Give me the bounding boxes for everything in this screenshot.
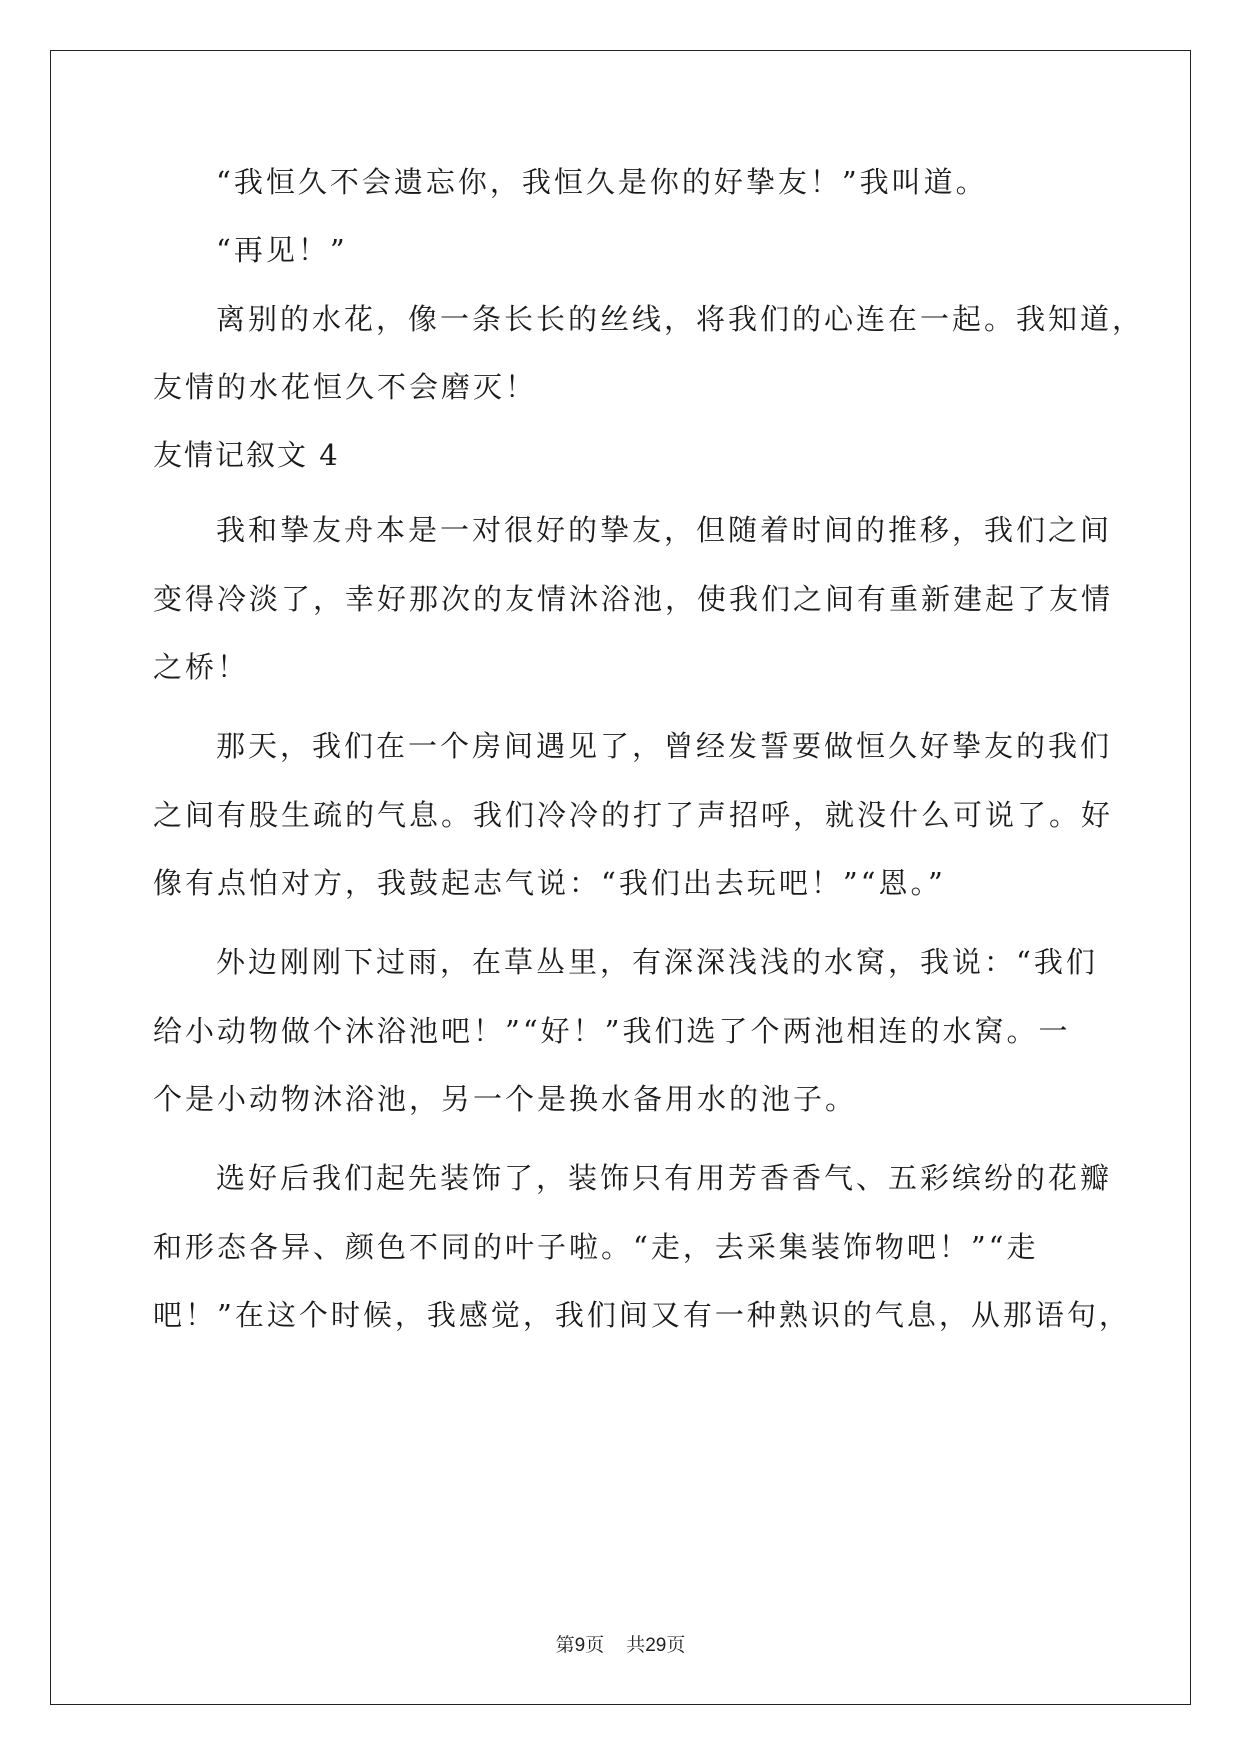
paragraph-line: 和形态各异、颜色不同的叶子啦。“走，去采集装饰物吧！”“走 xyxy=(153,1230,1039,1264)
paragraph-line: “再见！” xyxy=(216,233,348,267)
paragraph-line: 吧！”在这个时候，我感觉，我们间又有一种熟识的气息，从那语句， xyxy=(153,1298,1131,1332)
total-pages-number: 29 xyxy=(645,1635,667,1656)
paragraph-line: 离别的水花，像一条长长的丝线，将我们的心连在一起。我知道， xyxy=(216,302,1145,336)
paragraph-line: 给小动物做个沐浴池吧！”“好！”我们选了个两池相连的水窝。一 xyxy=(153,1014,1071,1048)
paragraph-line: 变得冷淡了，幸好那次的友情沐浴池，使我们之间有重新建起了友情 xyxy=(153,582,1114,616)
page-footer xyxy=(0,1630,1241,1657)
current-page-number: 9 xyxy=(574,1635,586,1656)
paragraph-line: 选好后我们起先装饰了，装饰只有用芳香香气、五彩缤纷的花瓣 xyxy=(216,1161,1113,1195)
paragraph-line: 外边刚刚下过雨，在草丛里，有深深浅浅的水窝，我说：“我们 xyxy=(216,945,1098,979)
paragraph-line: 那天，我们在一个房间遇见了，曾经发誓要做恒久好挚友的我们 xyxy=(216,729,1113,763)
total-pages-suffix: 页 xyxy=(666,1635,686,1656)
section-heading: 友情记叙文 4 xyxy=(153,438,340,472)
paragraph-line: 个是小动物沐浴池，另一个是换水备用水的池子。 xyxy=(153,1082,858,1116)
paragraph-line: 我和挚友舟本是一对很好的挚友，但随着时间的推移，我们之间 xyxy=(216,513,1113,547)
paragraph-line: 像有点怕对方，我鼓起志气说：“我们出去玩吧！”“恩。” xyxy=(153,866,946,900)
page-number-prefix: 第 xyxy=(555,1635,575,1656)
paragraph-line: 之桥！ xyxy=(153,650,250,684)
page-number-suffix: 页 xyxy=(585,1635,605,1656)
total-pages-prefix: 共 xyxy=(626,1635,646,1656)
paragraph-line: “我恒久不会遗忘你，我恒久是你的好挚友！”我叫道。 xyxy=(216,165,988,199)
paragraph-line: 友情的水花恒久不会磨灭！ xyxy=(153,370,538,404)
paragraph-line: 之间有股生疏的气息。我们冷冷的打了声招呼，就没什么可说了。好 xyxy=(153,798,1114,832)
